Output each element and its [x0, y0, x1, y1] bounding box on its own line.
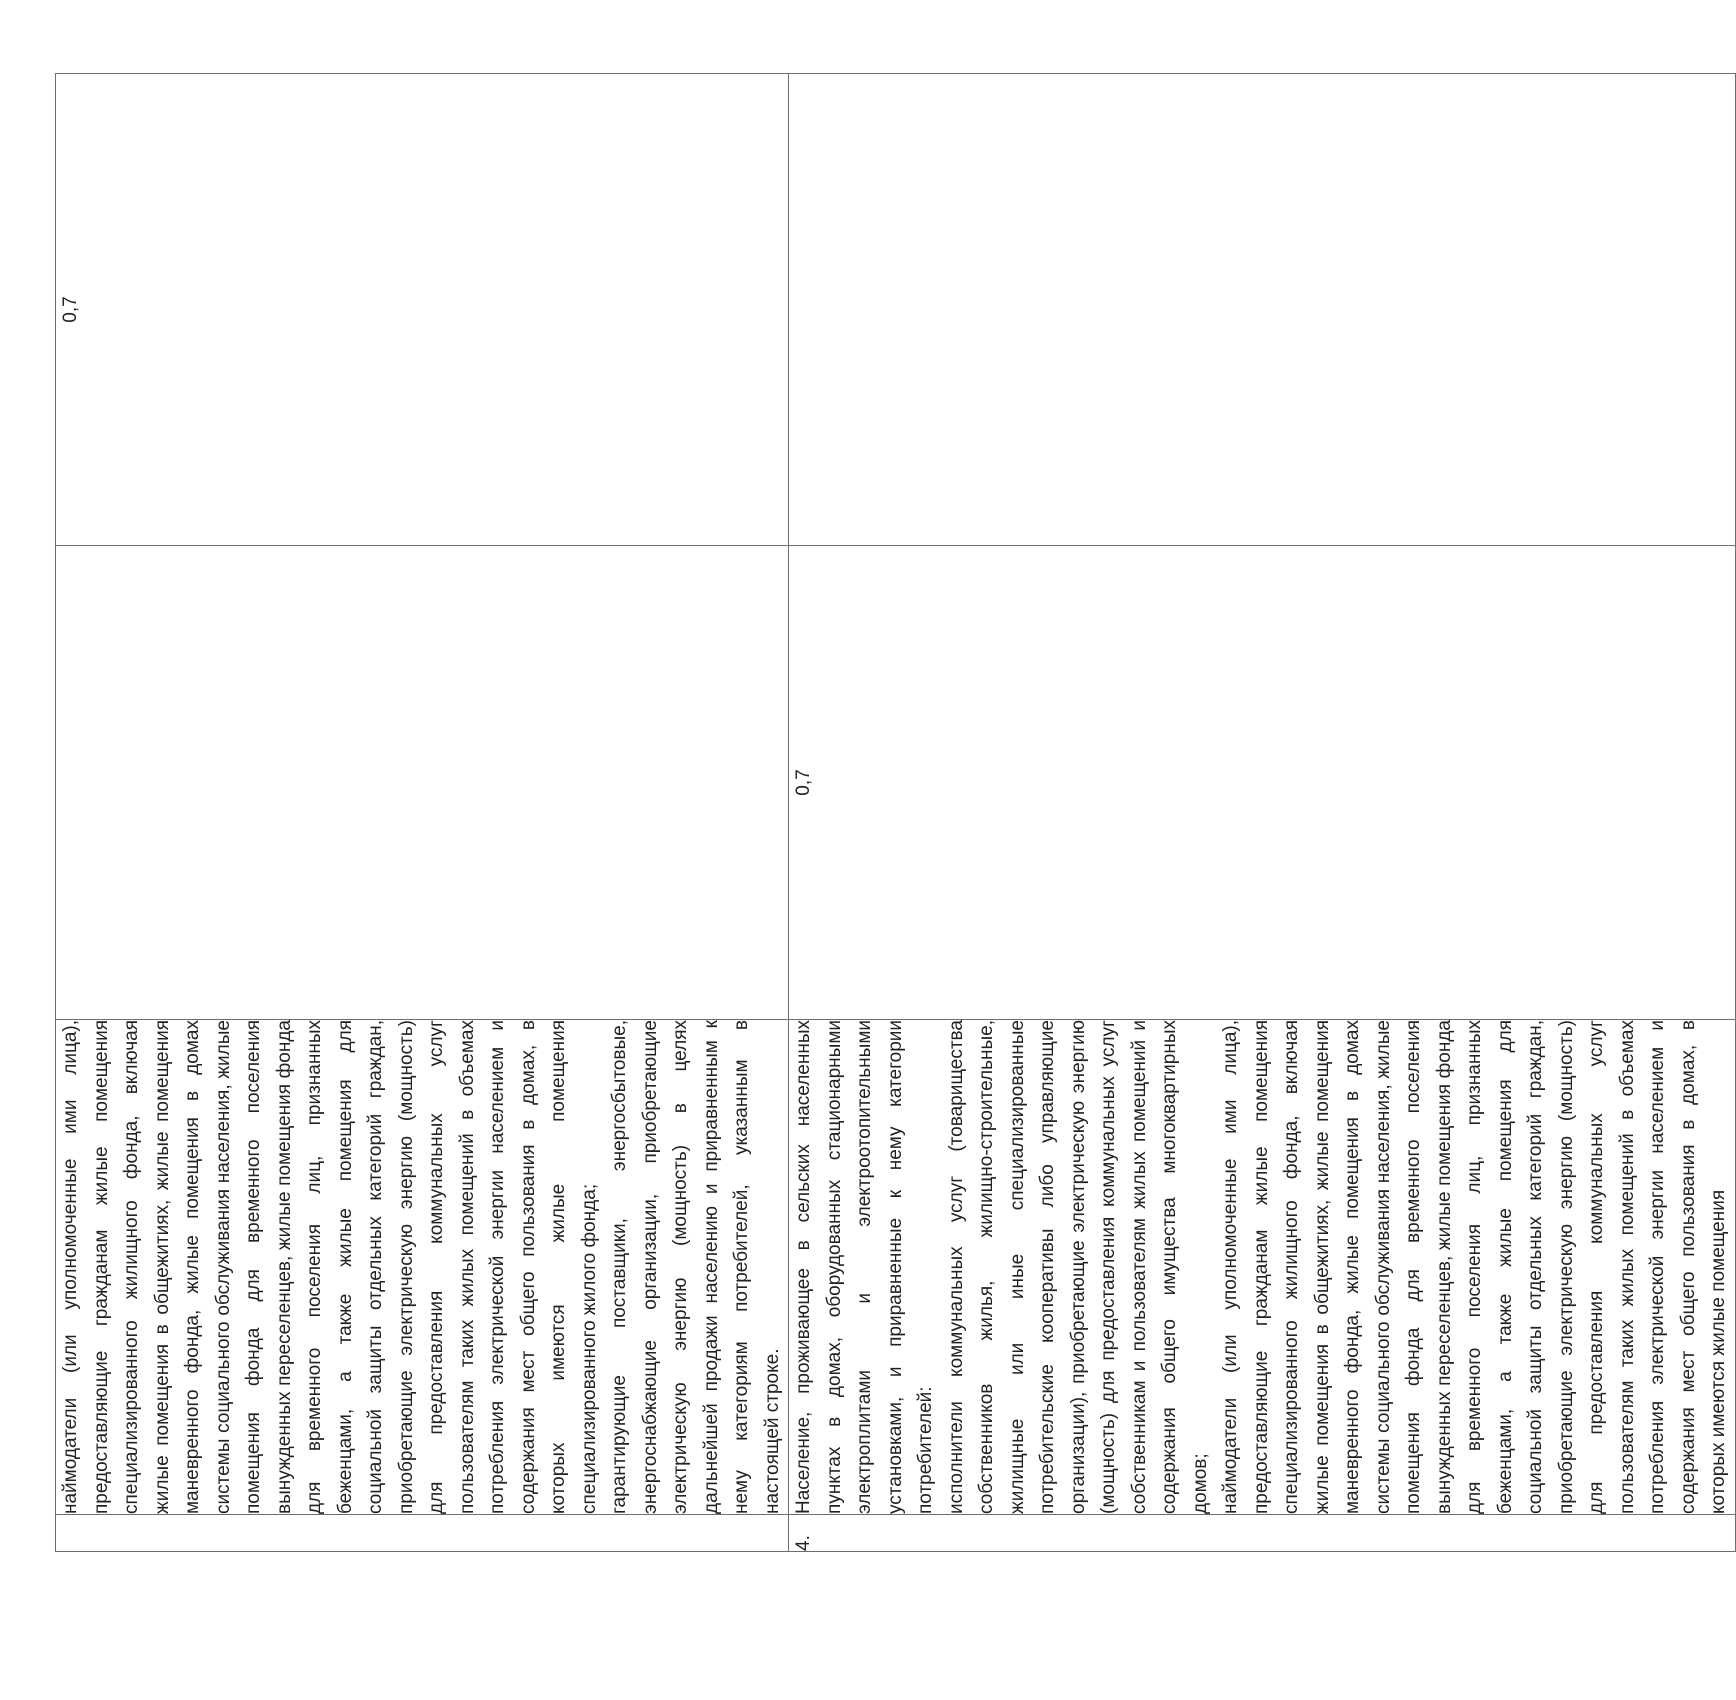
value-1: 0,7 [793, 769, 814, 796]
table-row [789, 74, 1736, 1552]
tariff-table [55, 73, 1736, 1552]
description-text [56, 1020, 788, 1514]
value-cell-1 [789, 546, 1736, 1020]
paragraph: наймодатели (или уполномоченные ими лица), предоставляющие гражданам жилые помещения специализированного жилищного фонда, включая жилые помещения в общежитиях, жилые помещения маневренного фонда, жилые помещения в домах системы социального обслуживания населения, жилые помещения фонда для временного поселения вынужденных переселенцев, жилые помещения фонда для временного поселения лиц, признанных беженцами, а также жилые помещения для социальной защиты отдельных категорий граждан, приобретающие электрическую энергию (мощность) для предоставления коммунальных услуг пользователям таких жилых помещений в объемах потребления электрической энергии населением и содержания мест общего пользования в домах, в которых имеются жилые помещения [1220, 1020, 1729, 1514]
description-text [789, 1020, 1735, 1514]
row-number: 4. [789, 1515, 1736, 1552]
paragraph: гарантирующие поставщики, энергосбытовые, энергоснабжающие организации, приобретающие электрическую энергию (мощность) в целях дальнейшей продажи населению и приравненным к нему категориям потребителей, указанным в настоящей строке. [609, 1020, 783, 1514]
row-description [56, 1020, 789, 1515]
row-number [56, 1515, 789, 1552]
value-cell-1 [56, 546, 789, 1020]
paragraph: наймодатели (или уполномоченные ими лица), предоставляющие гражданам жилые помещения специализированного жилищного фонда, включая жилые помещения в общежитиях, жилые помещения маневренного фонда, жилые помещения в домах системы социального обслуживания населения, жилые помещения фонда для временного поселения вынужденных переселенцев, жилые помещения фонда для временного поселения лиц, признанных беженцами, а также жилые помещения для социальной защиты отдельных категорий граждан, приобретающие электрическую энергию (мощность) для предоставления коммунальных услуг пользователям таких жилых помещений в объемах потребления электрической энергии населением и содержания мест общего пользования в домах, в которых имеются жилые помещения специализированного жилого фонда; [60, 1020, 600, 1514]
paragraph: Население, проживающее в сельских населенных пунктах в домах, оборудованных стационарными электроплитами и электроотопительными установками, и приравненные к нему категории потребителей: [793, 1020, 936, 1514]
value-cell-2 [789, 74, 1736, 546]
table-row [56, 74, 789, 1552]
value-cell-2 [56, 74, 789, 546]
row-description [789, 1020, 1736, 1515]
value-2: 0,7 [60, 296, 81, 323]
paragraph: исполнители коммунальных услуг (товарищества собственников жилья, жилищно-строительные, жилищные или иные специализированные потребительские кооперативы либо управляющие организации), приобретающие электрическую энергию (мощность) для предоставления коммунальных услуг собственникам и пользователям жилых помещений и содержания общего имущества многоквартирных домов; [945, 1020, 1211, 1514]
